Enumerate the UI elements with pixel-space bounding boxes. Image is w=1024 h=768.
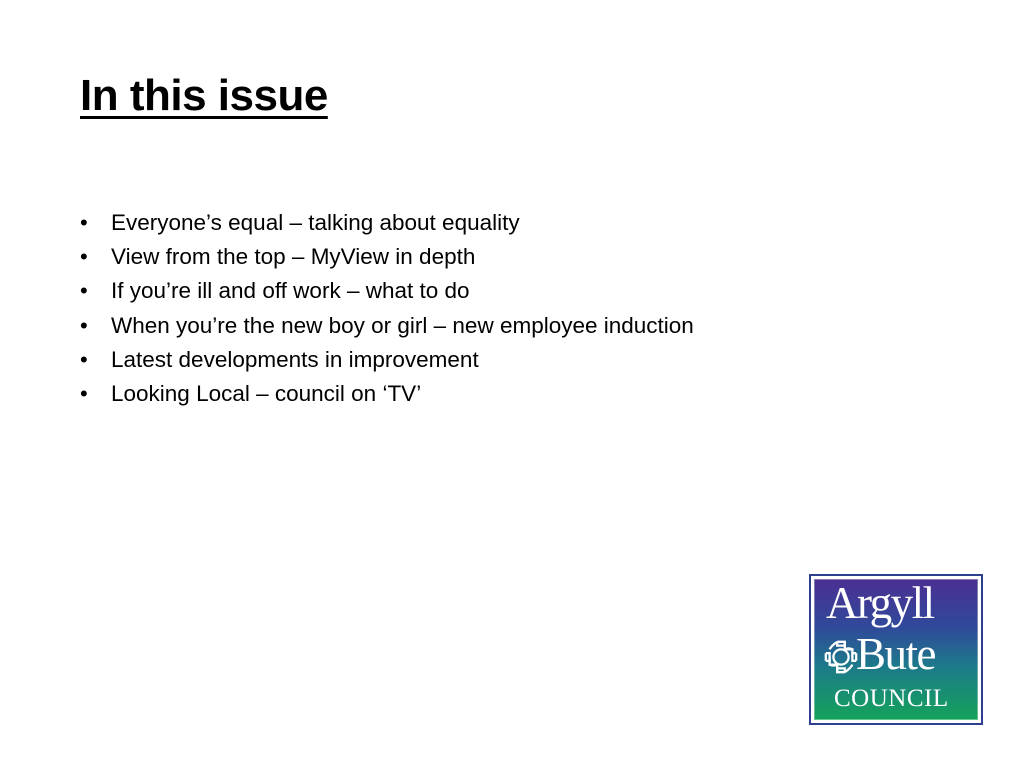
logo-text-bute: Bute <box>856 629 935 679</box>
list-item <box>80 274 694 308</box>
list-item-text: Looking Local – council on ‘TV’ <box>111 381 422 407</box>
page-title: In this issue <box>80 71 328 120</box>
council-logo <box>811 576 981 723</box>
list-item-text: View from the top – MyView in depth <box>111 244 476 270</box>
list-item <box>80 240 694 274</box>
bullet-icon: • <box>80 346 88 372</box>
bullet-icon: • <box>80 312 88 338</box>
bullet-icon: • <box>80 244 88 270</box>
bullet-icon: • <box>80 381 88 407</box>
logo-text-argyll: Argyll <box>826 578 934 628</box>
celtic-cross-icon <box>822 638 860 676</box>
list-item <box>80 309 694 343</box>
list-item <box>80 206 694 240</box>
list-item <box>80 377 694 411</box>
logo-text-council: COUNCIL <box>834 685 949 712</box>
list-item <box>80 343 694 377</box>
list-item-text: When you’re the new boy or girl – new employee induction <box>111 312 694 338</box>
issue-list <box>80 206 694 411</box>
bullet-icon: • <box>80 278 88 304</box>
bullet-icon: • <box>80 210 88 235</box>
list-item-text: Latest developments in improvement <box>111 346 479 372</box>
list-item-text: Everyone’s equal – talking about equality <box>111 210 520 235</box>
list-item-text: If you’re ill and off work – what to do <box>111 278 470 304</box>
